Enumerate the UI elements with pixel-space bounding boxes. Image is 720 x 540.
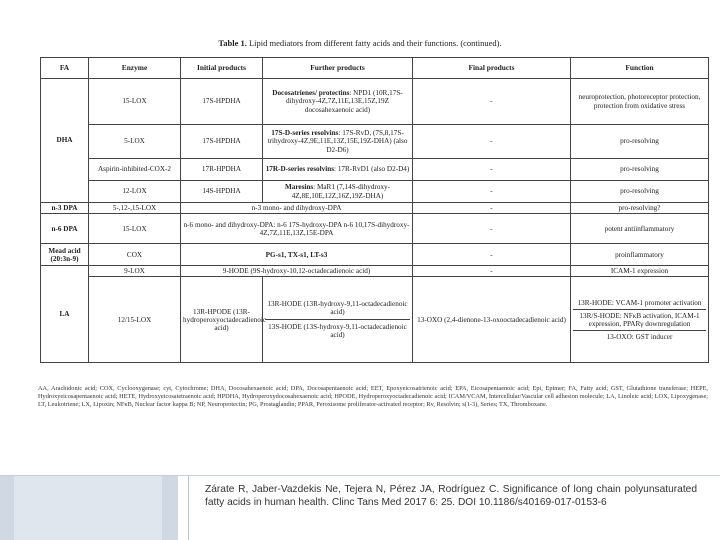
header-initial-products: Initial products xyxy=(181,58,263,79)
final-cell: - xyxy=(413,214,571,244)
table-row xyxy=(41,159,709,181)
enzyme-cell: 12/15-LOX xyxy=(89,277,181,363)
table-row xyxy=(41,214,709,244)
table-row xyxy=(41,125,709,159)
function-cell: pro-resolving xyxy=(571,181,709,203)
fa-cell: n-3 DPA xyxy=(41,203,89,214)
further-bold: Maresins xyxy=(284,183,314,192)
table-header-row xyxy=(41,58,709,79)
further-rest: : NPD1 (10R,17S-dihydroxy-4Z,7Z,11E,13E,15Z,19Z docosahexaenoic acid) xyxy=(286,89,403,114)
fa-cell: DHA xyxy=(41,79,89,203)
further-cell xyxy=(263,159,413,181)
footer-vertical-divider xyxy=(188,476,189,540)
table-row xyxy=(41,181,709,203)
citation-text: Zárate R, Jaber-Vazdekis Ne, Tejera N, Pérez JA, Rodríguez C. Significance of long chain polyunsaturated fatty acids in human health. Clinc Tans Med 2017 6: 25. DOI 10.1186/s40169-017-0153-6 xyxy=(205,484,697,509)
function-cell: potent antiinflammatory xyxy=(571,214,709,244)
enzyme-cell: 15-LOX xyxy=(89,214,181,244)
function-cell: proinflammatory xyxy=(571,244,709,266)
function-cell xyxy=(571,277,709,363)
function-item: 13-OXO: GST inducer xyxy=(606,332,673,341)
fa-cell: Mead acid (20:3n-9) xyxy=(41,244,89,266)
enzyme-cell: 5-LOX xyxy=(89,125,181,159)
header-further-products: Further products xyxy=(263,58,413,79)
table-row xyxy=(41,79,709,125)
enzyme-cell: 15-LOX xyxy=(89,79,181,125)
further-cell xyxy=(263,181,413,203)
final-cell: - xyxy=(413,203,571,214)
further-bold: 17S-D-series resolvins xyxy=(271,129,339,138)
initial-cell: 13R-HPODE (13R-hydroperoxyoctadecadienoic acid) xyxy=(181,277,263,363)
header-fa: FA xyxy=(41,58,89,79)
lipid-mediators-table xyxy=(40,57,709,363)
further-bold: 17R-D-series resolvins xyxy=(265,165,335,174)
final-cell: - xyxy=(413,266,571,277)
further-rest: : 17R-RvD1 (also D2-D4) xyxy=(334,165,410,174)
caption-text: Lipid mediators from different fatty acids and their functions. (continued). xyxy=(248,38,502,48)
initial-cell: 17S-HPDHA xyxy=(181,79,263,125)
slide-accent-block xyxy=(0,476,178,540)
header-function: Function xyxy=(571,58,709,79)
further-bold: Docosatrienes/ protectins xyxy=(272,89,350,98)
function-cell: ICAM-1 expression xyxy=(571,266,709,277)
function-cell: pro-resolving? xyxy=(571,203,709,214)
initial-cell: 14S-HPDHA xyxy=(181,181,263,203)
products-cell: PG-s1, TX-s1, LT-s3 xyxy=(181,244,413,266)
further-item: 13S-HODE (13S-hydroxy-9,11-octadecadienoic acid) xyxy=(268,323,407,340)
slide-accent-inner xyxy=(14,476,162,540)
enzyme-cell: COX xyxy=(89,244,181,266)
function-item: 13R-HODE: VCAM-1 promoter activation xyxy=(573,297,706,310)
final-cell: - xyxy=(413,159,571,181)
further-cell xyxy=(263,125,413,159)
further-cell xyxy=(263,79,413,125)
fa-cell: n-6 DPA xyxy=(41,214,89,244)
further-rest: : MaR1 (7,14S-dihydroxy-4Z,8E,10E,12Z,16Z,19Z-DHA) xyxy=(291,183,391,200)
further-rest: : 17S-RvD, (7S,8,17S-trihydroxy-4Z,9E,11E,13Z,15E,19Z-DHA) (also D2-D6) xyxy=(267,129,408,154)
final-cell: 13-OXO (2,4-dienone-13-oxooctadecadienoic acid) xyxy=(413,277,571,363)
caption-prefix: Table 1. xyxy=(218,38,247,48)
enzyme-cell: 5-,12-,15-LOX xyxy=(89,203,181,214)
further-cell xyxy=(263,277,413,363)
final-cell: - xyxy=(413,125,571,159)
function-item: 13R/S-HODE: NFκB activation, ICAM-1 expression, PPARγ downregulation xyxy=(573,310,706,331)
table-row xyxy=(41,266,709,277)
products-cell: n-6 mono- and dihydroxy-DPA: n-6 17S-hydroxy-DPA n-6 10,17S-dihydroxy-4Z,7Z,11E,13Z,15E-DPA xyxy=(181,214,413,244)
table-row xyxy=(41,277,709,363)
table-row xyxy=(41,203,709,214)
table-footnote: AA, Arachidonic acid; COX, Cyclooxygenase; cyt, Cytochrome; DHA, Docosahexaenoic acid; DPA, Docosapentaenoic acid; EET, Epoxyeicosatrienoic acid; EPA, Eicosapentaenoic acid; Epi, Epimer; FA, Fatty acid; GST, Glutathione transferase; HEPE, Hydroxyeicosapentaenoic acid; HETE, Hydroxyeicosatetraenoic acid; HPDHA, Hydroperoxydocosahexaenoic acid; HPODE, Hydroperoxyoctadecadienoic acid; ICAM/VCAM, Intercellular/Vascular cell adhesion molecule; LA, Linoleic acid; LOX, Lipoxygenase; LT, Leukotriene; LX, Lipoxin; NFκB, Nuclear factor kappa B; NP, Neuroprotectin; PG, Prostaglandin; PPAR, Peroxisome proliferator-activated receptor; Rv, Resolvin; s(1-3), Series; TX, Thromboxane. xyxy=(38,385,708,409)
products-cell: n-3 mono- and dihydroxy-DPA xyxy=(181,203,413,214)
header-enzyme: Enzyme xyxy=(89,58,181,79)
initial-cell: 17S-HPDHA xyxy=(181,125,263,159)
further-item: 13R-HODE (13R-hydroxy-9,11-octadecadienoic acid) xyxy=(265,297,410,320)
products-cell: 9-HODE (9S-hydroxy-10,12-octadecadienoic acid) xyxy=(181,266,413,277)
final-cell: - xyxy=(413,79,571,125)
enzyme-cell: 12-LOX xyxy=(89,181,181,203)
fa-cell: LA xyxy=(41,266,89,363)
final-cell: - xyxy=(413,181,571,203)
enzyme-cell: 9-LOX xyxy=(89,266,181,277)
final-cell: - xyxy=(413,244,571,266)
table-row xyxy=(41,244,709,266)
function-cell: pro-resolving xyxy=(571,125,709,159)
table-caption xyxy=(0,38,720,48)
initial-cell: 17R-HPDHA xyxy=(181,159,263,181)
function-cell: neuroprotection, photoreceptor protection, protection from oxidative stress xyxy=(571,79,709,125)
enzyme-cell: Aspirin-inhibited-COX-2 xyxy=(89,159,181,181)
function-cell: pro-resolving xyxy=(571,159,709,181)
header-final-products: Final products xyxy=(413,58,571,79)
